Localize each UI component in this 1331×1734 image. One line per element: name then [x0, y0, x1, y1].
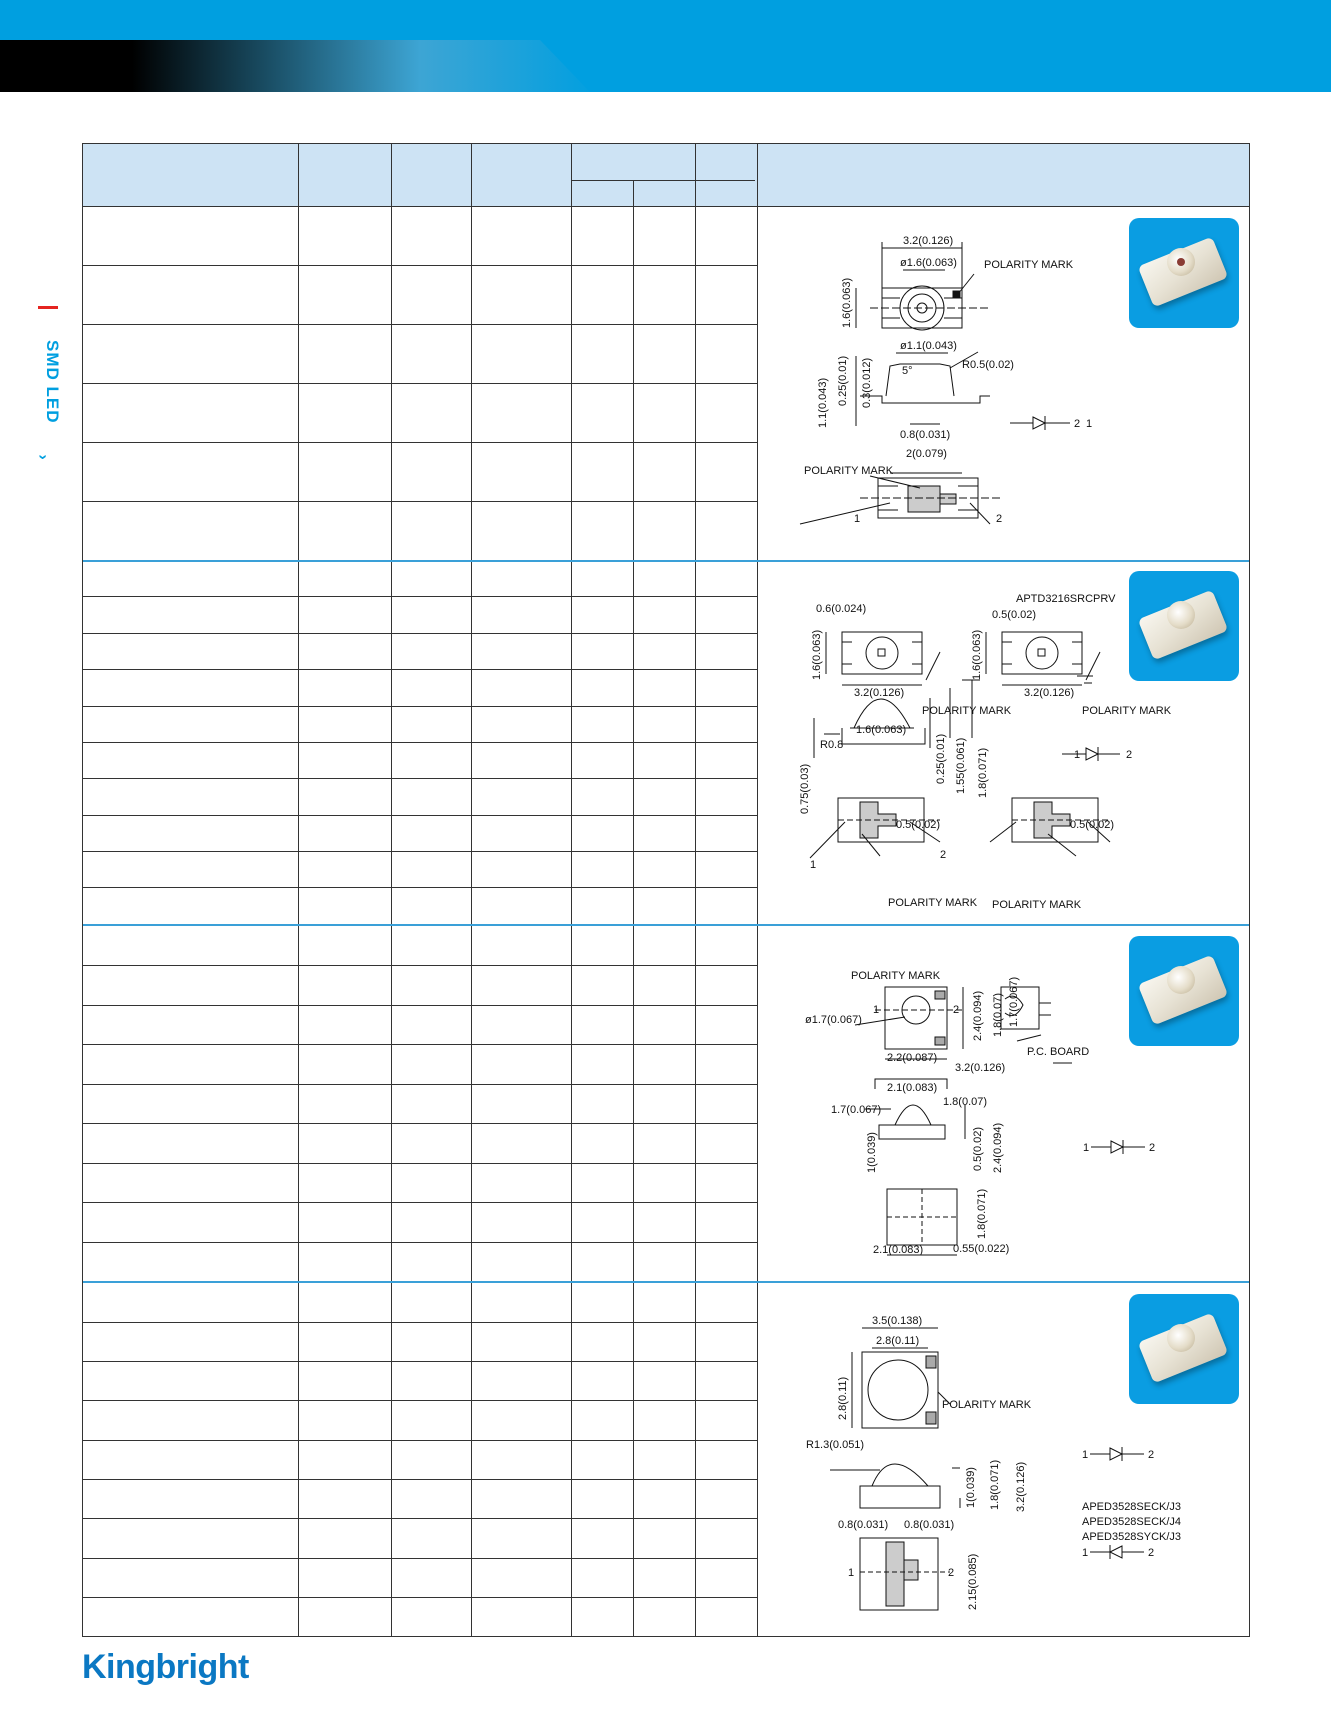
dim-label: 2.1(0.083) — [887, 1082, 938, 1094]
part-number-label: APTD3216SRCPRV — [1016, 593, 1116, 605]
dim-label: 1.7(0.067) — [1008, 976, 1020, 1027]
dim-label: R0.5(0.02) — [962, 359, 1014, 371]
dim-label: POLARITY MARK — [804, 465, 894, 477]
dim-label: POLARITY MARK — [922, 705, 1012, 717]
row-rule — [83, 778, 757, 779]
diode-pin-label: 1 — [1082, 1547, 1089, 1559]
diode-pin-label: 2 — [1074, 418, 1081, 430]
banner-gradient-band — [0, 40, 600, 92]
diode-pin-label: 2 — [1148, 1449, 1155, 1461]
row-rule — [83, 706, 757, 707]
diode-pin-label: 2 — [1148, 1547, 1155, 1559]
dim-label: 1(0.039) — [965, 1467, 977, 1508]
dim-label: 0.6(0.024) — [816, 603, 867, 615]
dim-label: 1.8(0.07) — [992, 992, 1004, 1037]
table-header — [83, 144, 1249, 207]
pin-label: 1 — [873, 1004, 880, 1016]
row-rule — [83, 1400, 757, 1401]
dim-label: 2(0.079) — [906, 448, 947, 460]
pin-label: 1 — [810, 859, 817, 871]
dim-label: 3.2(0.126) — [854, 687, 905, 699]
dim-label: 1.8(0.07) — [943, 1096, 988, 1108]
dim-label: R0.8 — [820, 739, 844, 751]
side-section-label: SMD LED — [43, 340, 62, 424]
row-rule — [83, 383, 757, 384]
diode-pin-label: 2 — [1126, 749, 1133, 761]
dim-label: 0.5(0.02) — [896, 819, 941, 831]
dim-label: P.C. BOARD — [1027, 1046, 1090, 1058]
dim-label: 1.6(0.063) — [811, 629, 823, 680]
row-rule — [83, 1518, 757, 1519]
section-divider — [83, 1281, 1249, 1283]
package-drawing-3 — [805, 955, 1155, 1265]
dim-label: 1.8(0.071) — [989, 1459, 1001, 1510]
package-drawing-2 — [790, 588, 1190, 918]
row-rule — [83, 1479, 757, 1480]
dim-label: 5° — [902, 365, 913, 377]
dim-label: R1.3(0.051) — [806, 1439, 865, 1451]
dim-label: POLARITY MARK — [1082, 705, 1172, 717]
dim-label: ø1.6(0.063) — [900, 257, 957, 269]
dim-label: 2.4(0.094) — [992, 1122, 1004, 1173]
header-subrule — [571, 180, 755, 181]
dim-label: 0.3(0.012) — [861, 357, 873, 408]
led-photo — [1129, 218, 1239, 328]
kingbright-logo: Kingbright — [82, 1648, 249, 1686]
pin-label: 2 — [940, 849, 947, 861]
row-rule — [83, 1361, 757, 1362]
part-number-label: APED3528SYCK/J3 — [1082, 1531, 1182, 1543]
dim-label: 1.6(0.063) — [841, 277, 853, 328]
row-rule — [83, 596, 757, 597]
dim-label: 0.8(0.031) — [904, 1519, 955, 1531]
row-rule — [83, 669, 757, 670]
dim-label: 1.1(0.043) — [817, 377, 829, 428]
row-rule — [83, 1322, 757, 1323]
dim-label: 2.1(0.083) — [873, 1244, 924, 1256]
dim-label: POLARITY MARK — [851, 970, 941, 982]
package-drawing-1 — [790, 228, 1120, 538]
row-rule — [83, 1202, 757, 1203]
dim-label: 0.8(0.031) — [838, 1519, 889, 1531]
dim-label: 3.2(0.126) — [1024, 687, 1075, 699]
dim-label: 0.55(0.022) — [953, 1243, 1010, 1255]
col-divider — [695, 144, 696, 1636]
part-number-label: APED3528SECK/J3 — [1082, 1501, 1182, 1513]
row-rule — [83, 815, 757, 816]
pin-label: 1 — [854, 513, 861, 525]
dim-label: 0.8(0.031) — [900, 429, 951, 441]
dim-label: 3.2(0.126) — [1015, 1461, 1027, 1512]
col-divider — [391, 144, 392, 1636]
col-divider — [757, 144, 758, 1636]
dim-label: 1.8(0.071) — [976, 1188, 988, 1239]
dim-label: 1(0.039) — [866, 1132, 878, 1173]
diode-pin-label: 1 — [1086, 418, 1093, 430]
pin-label: 2 — [953, 1004, 960, 1016]
row-rule — [83, 851, 757, 852]
pin-label: 1 — [848, 1567, 855, 1579]
row-rule — [83, 501, 757, 502]
row-rule — [83, 324, 757, 325]
chevron-right-icon[interactable]: › — [34, 454, 52, 460]
diode-pin-label: 1 — [1074, 749, 1081, 761]
package-drawing-4 — [800, 1312, 1182, 1622]
pin-label: 2 — [996, 513, 1003, 525]
row-rule — [83, 1163, 757, 1164]
row-rule — [83, 887, 757, 888]
row-rule — [83, 1084, 757, 1085]
part-number-label: APED3528SECK/J4 — [1082, 1516, 1182, 1528]
dim-label: POLARITY MARK — [942, 1399, 1032, 1411]
dim-label: 0.5(0.02) — [972, 1126, 984, 1171]
row-rule — [83, 965, 757, 966]
row-rule — [83, 1558, 757, 1559]
diode-pin-label: 1 — [1082, 1449, 1089, 1461]
row-rule — [83, 265, 757, 266]
dim-label: 2.2(0.087) — [887, 1052, 938, 1064]
diode-pin-label: 2 — [1149, 1142, 1156, 1154]
dim-label: 3.2(0.126) — [903, 235, 954, 247]
row-rule — [83, 633, 757, 634]
dim-label: 0.5(0.02) — [992, 609, 1037, 621]
dim-label: 3.5(0.138) — [872, 1315, 923, 1327]
col-divider — [298, 144, 299, 1636]
dim-label: ø1.7(0.067) — [805, 1014, 862, 1026]
side-accent-bar — [38, 306, 58, 309]
dim-label: 2.8(0.11) — [837, 1376, 849, 1420]
section-divider — [83, 560, 1249, 562]
row-rule — [83, 1242, 757, 1243]
dim-label: 2.15(0.085) — [967, 1553, 979, 1610]
dim-label: 1.55(0.061) — [955, 737, 967, 794]
dim-label: POLARITY MARK — [984, 259, 1074, 271]
dim-label: 1.7(0.067) — [831, 1104, 882, 1116]
row-rule — [83, 1597, 757, 1598]
row-rule — [83, 1440, 757, 1441]
row-rule — [83, 1044, 757, 1045]
dim-label: 1.6(0.063) — [971, 629, 983, 680]
diode-pin-label: 1 — [1083, 1142, 1090, 1154]
dim-label: 0.25(0.01) — [935, 733, 947, 784]
col-divider — [633, 180, 634, 1636]
dim-label: 2.8(0.11) — [876, 1335, 920, 1347]
row-rule — [83, 1005, 757, 1006]
dim-label: POLARITY MARK — [992, 899, 1082, 911]
dim-label: 2.4(0.094) — [972, 990, 984, 1041]
dim-label: ø1.1(0.043) — [900, 340, 957, 352]
dim-label: 0.25(0.01) — [837, 355, 849, 406]
pin-label: 2 — [948, 1567, 955, 1579]
row-rule — [83, 442, 757, 443]
dim-label: 1.8(0.071) — [977, 747, 989, 798]
dim-label: 0.5(0.02) — [1070, 819, 1115, 831]
row-rule — [83, 1123, 757, 1124]
dim-label: 0.75(0.03) — [799, 763, 811, 814]
col-divider — [471, 144, 472, 1636]
col-divider — [571, 144, 572, 1636]
row-rule — [83, 742, 757, 743]
dim-label: 1.6(0.063) — [856, 724, 907, 736]
dim-label: 3.2(0.126) — [955, 1062, 1006, 1074]
dim-label: POLARITY MARK — [888, 897, 978, 909]
section-divider — [83, 924, 1249, 926]
